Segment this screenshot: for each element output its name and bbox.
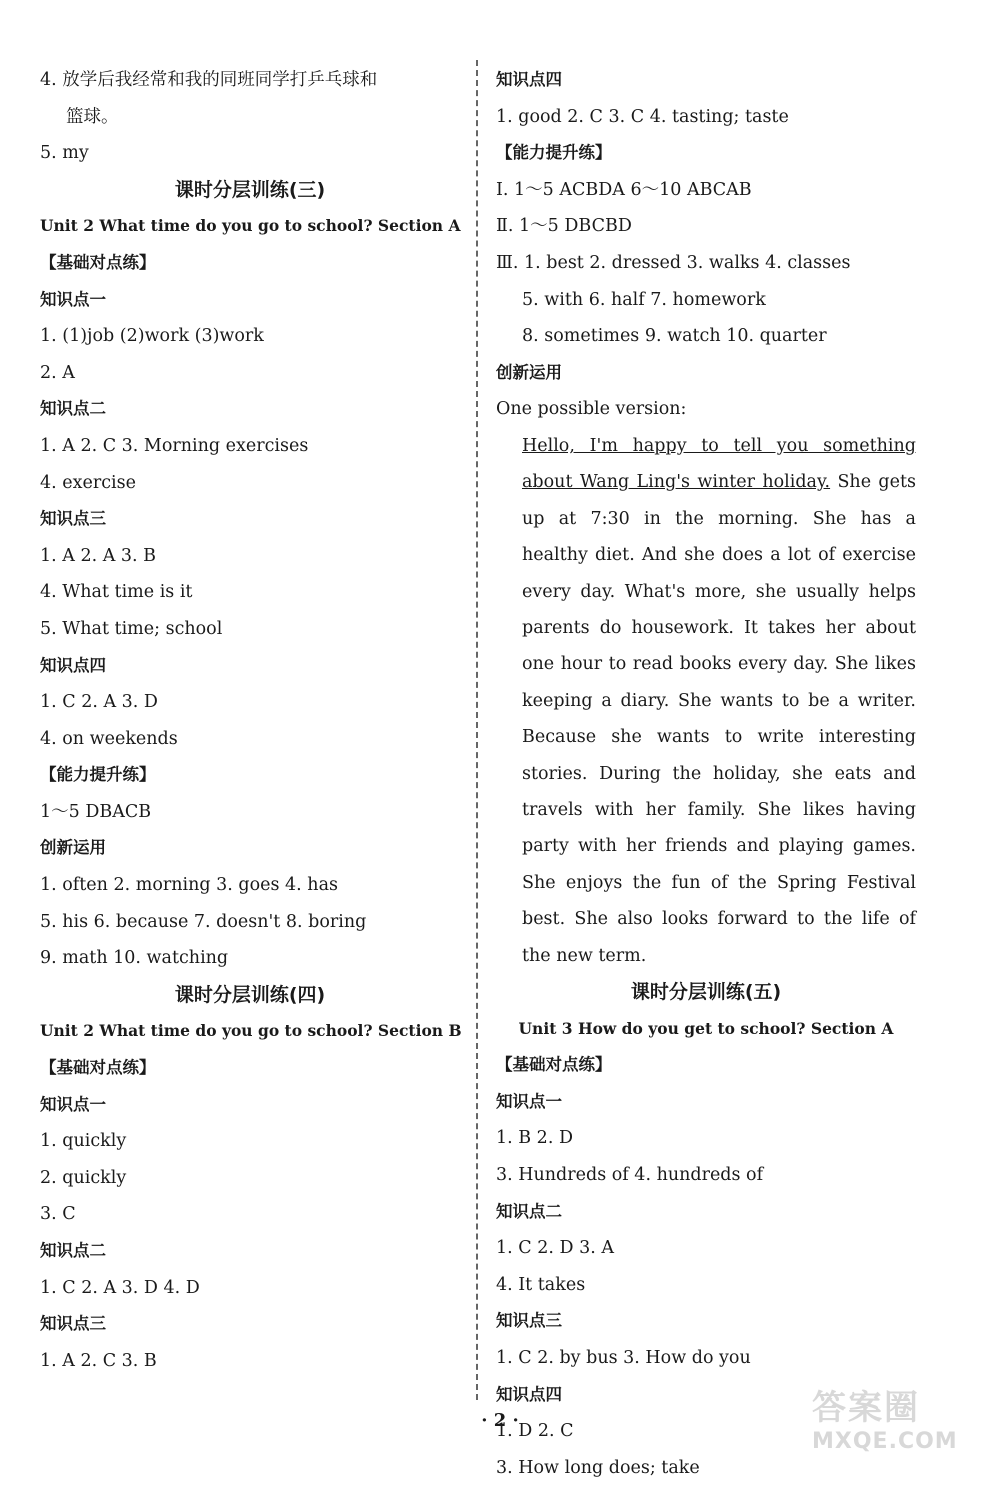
left-answer-line: 1. quickly xyxy=(40,1131,127,1152)
right-column xyxy=(496,62,916,1486)
left-answer-line: 1. A 2. C 3. B xyxy=(40,1350,157,1371)
essay-underlined-opening: Hello, I'm happy to tell you something about Wang Ling's winter holiday. xyxy=(522,435,916,493)
right-section-heading: 知识点四 xyxy=(496,1384,562,1404)
left-section-heading: 知识点一 xyxy=(40,1094,106,1114)
right-answer-line: 3. Hundreds of 4. hundreds of xyxy=(496,1165,764,1185)
right-answer-line: 1. D 2. C xyxy=(496,1421,574,1442)
right-answer-line: Ⅱ. 1～5 DBCBD xyxy=(496,216,632,237)
right-section-heading: 知识点四 xyxy=(496,70,562,89)
left-answer-line: 2. A xyxy=(40,362,75,383)
left-section-heading: 【基础对点练】 xyxy=(40,1058,156,1078)
left-section-heading: 知识点四 xyxy=(40,655,106,675)
right-section-heading: 知识点一 xyxy=(496,1091,562,1111)
essay-paragraph xyxy=(496,428,916,974)
left-answer-line: 4. exercise xyxy=(40,472,136,493)
right-section-heading: 知识点二 xyxy=(496,1201,562,1221)
left-answer-line: 1. A 2. A 3. B xyxy=(40,545,157,566)
left-section-heading: 创新运用 xyxy=(40,838,106,858)
right-section-heading: 创新运用 xyxy=(496,362,562,382)
essay-body: She gets up at 7:30 in the morning. She has a healthy diet. And she does a lot of exercise every day. What's more, she usually helps parents do housework. It takes her about one hour to read books every day. She likes keeping a diary. She wants to be a writer. Because she wants to write interesting stories. During the holiday, she eats and travels with her family. She likes having party with her friends and playing games. She enjoys the fun of the Spring Festival best. She also looks forward to the life of the new term. xyxy=(522,472,916,966)
right-answer-line: Ⅰ. 1～5 ACBDA 6～10 ABCAB xyxy=(496,179,752,200)
right-answer-line: 1. B 2. D xyxy=(496,1128,573,1149)
left-column xyxy=(40,62,460,1379)
left-answer-line: 5. my xyxy=(40,143,89,164)
left-section-heading: 知识点三 xyxy=(40,1314,106,1334)
right-answer-line: 5. with 6. half 7. homework xyxy=(522,289,766,310)
left-section-heading: 知识点一 xyxy=(40,289,106,309)
right-lesson-title: 课时分层训练(五) xyxy=(630,981,782,1004)
right-section-heading: 知识点三 xyxy=(496,1311,562,1331)
left-section-heading: 知识点二 xyxy=(40,399,106,419)
left-lesson-title: 课时分层训练(三) xyxy=(174,178,326,201)
left-unit-subtitle: Unit 2 What time do you go to school? Section A xyxy=(40,216,461,236)
right-answer-line: 3. How long does; take xyxy=(496,1457,700,1478)
left-unit-subtitle: Unit 2 What time do you go to school? Section B xyxy=(40,1021,462,1041)
right-answer-line: 4. It takes xyxy=(496,1274,586,1295)
left-answer-line: 1. often 2. morning 3. goes 4. has xyxy=(40,875,338,896)
right-top-block xyxy=(496,62,916,428)
watermark-logo xyxy=(812,1380,982,1454)
left-lesson-title: 课时分层训练(四) xyxy=(174,983,326,1006)
left-answer-line: 1～5 DBACB xyxy=(40,801,152,822)
right-answer-line: 1. C 2. by bus 3. How do you xyxy=(496,1347,751,1368)
right-unit-subtitle: Unit 3 How do you get to school? Section A xyxy=(518,1018,894,1038)
left-answer-line: 5. his 6. because 7. doesn't 8. boring xyxy=(40,911,367,932)
right-answer-line: 1. good 2. C 3. C 4. tasting; taste xyxy=(496,106,789,127)
left-section-heading: 知识点二 xyxy=(40,1241,106,1260)
left-answer-line: 1. (1)job (2)work (3)work xyxy=(40,326,264,347)
left-answer-line: 4. What time is it xyxy=(40,582,193,603)
left-answer-line: 9. math 10. watching xyxy=(40,948,229,969)
watermark-bottom-text: MXQE.COM xyxy=(812,1429,958,1454)
left-section-heading: 【基础对点练】 xyxy=(40,252,156,272)
left-answer-line: 5. What time; school xyxy=(40,618,223,639)
left-answer-line: 4. 放学后我经常和我的同班同学打乒乓球和 xyxy=(40,70,378,90)
left-section-heading: 【能力提升练】 xyxy=(40,765,156,785)
left-answer-line: 2. quickly xyxy=(40,1167,127,1188)
left-answer-line: 3. C xyxy=(40,1204,76,1225)
column-divider xyxy=(476,60,478,1400)
left-answer-line: 4. on weekends xyxy=(40,728,178,749)
watermark-top-text: 答案圈 xyxy=(812,1388,920,1428)
left-section-heading: 知识点三 xyxy=(40,509,106,529)
right-answer-line: 8. sometimes 9. watch 10. quarter xyxy=(522,326,827,347)
right-answer-line: One possible version: xyxy=(496,399,687,420)
right-section-heading: 【能力提升练】 xyxy=(496,143,612,163)
left-answer-line: 1. C 2. A 3. D 4. D xyxy=(40,1277,200,1298)
left-answer-line: 1. C 2. A 3. D xyxy=(40,692,158,713)
right-answer-line: 1. C 2. D 3. A xyxy=(496,1238,614,1259)
left-answer-line: 篮球。 xyxy=(66,106,119,127)
right-answer-line: Ⅲ. 1. best 2. dressed 3. walks 4. classes xyxy=(496,252,851,273)
right-section-heading: 【基础对点练】 xyxy=(496,1055,612,1075)
page-number: · 2 · xyxy=(481,1410,519,1431)
left-answer-line: 1. A 2. C 3. Morning exercises xyxy=(40,435,309,456)
